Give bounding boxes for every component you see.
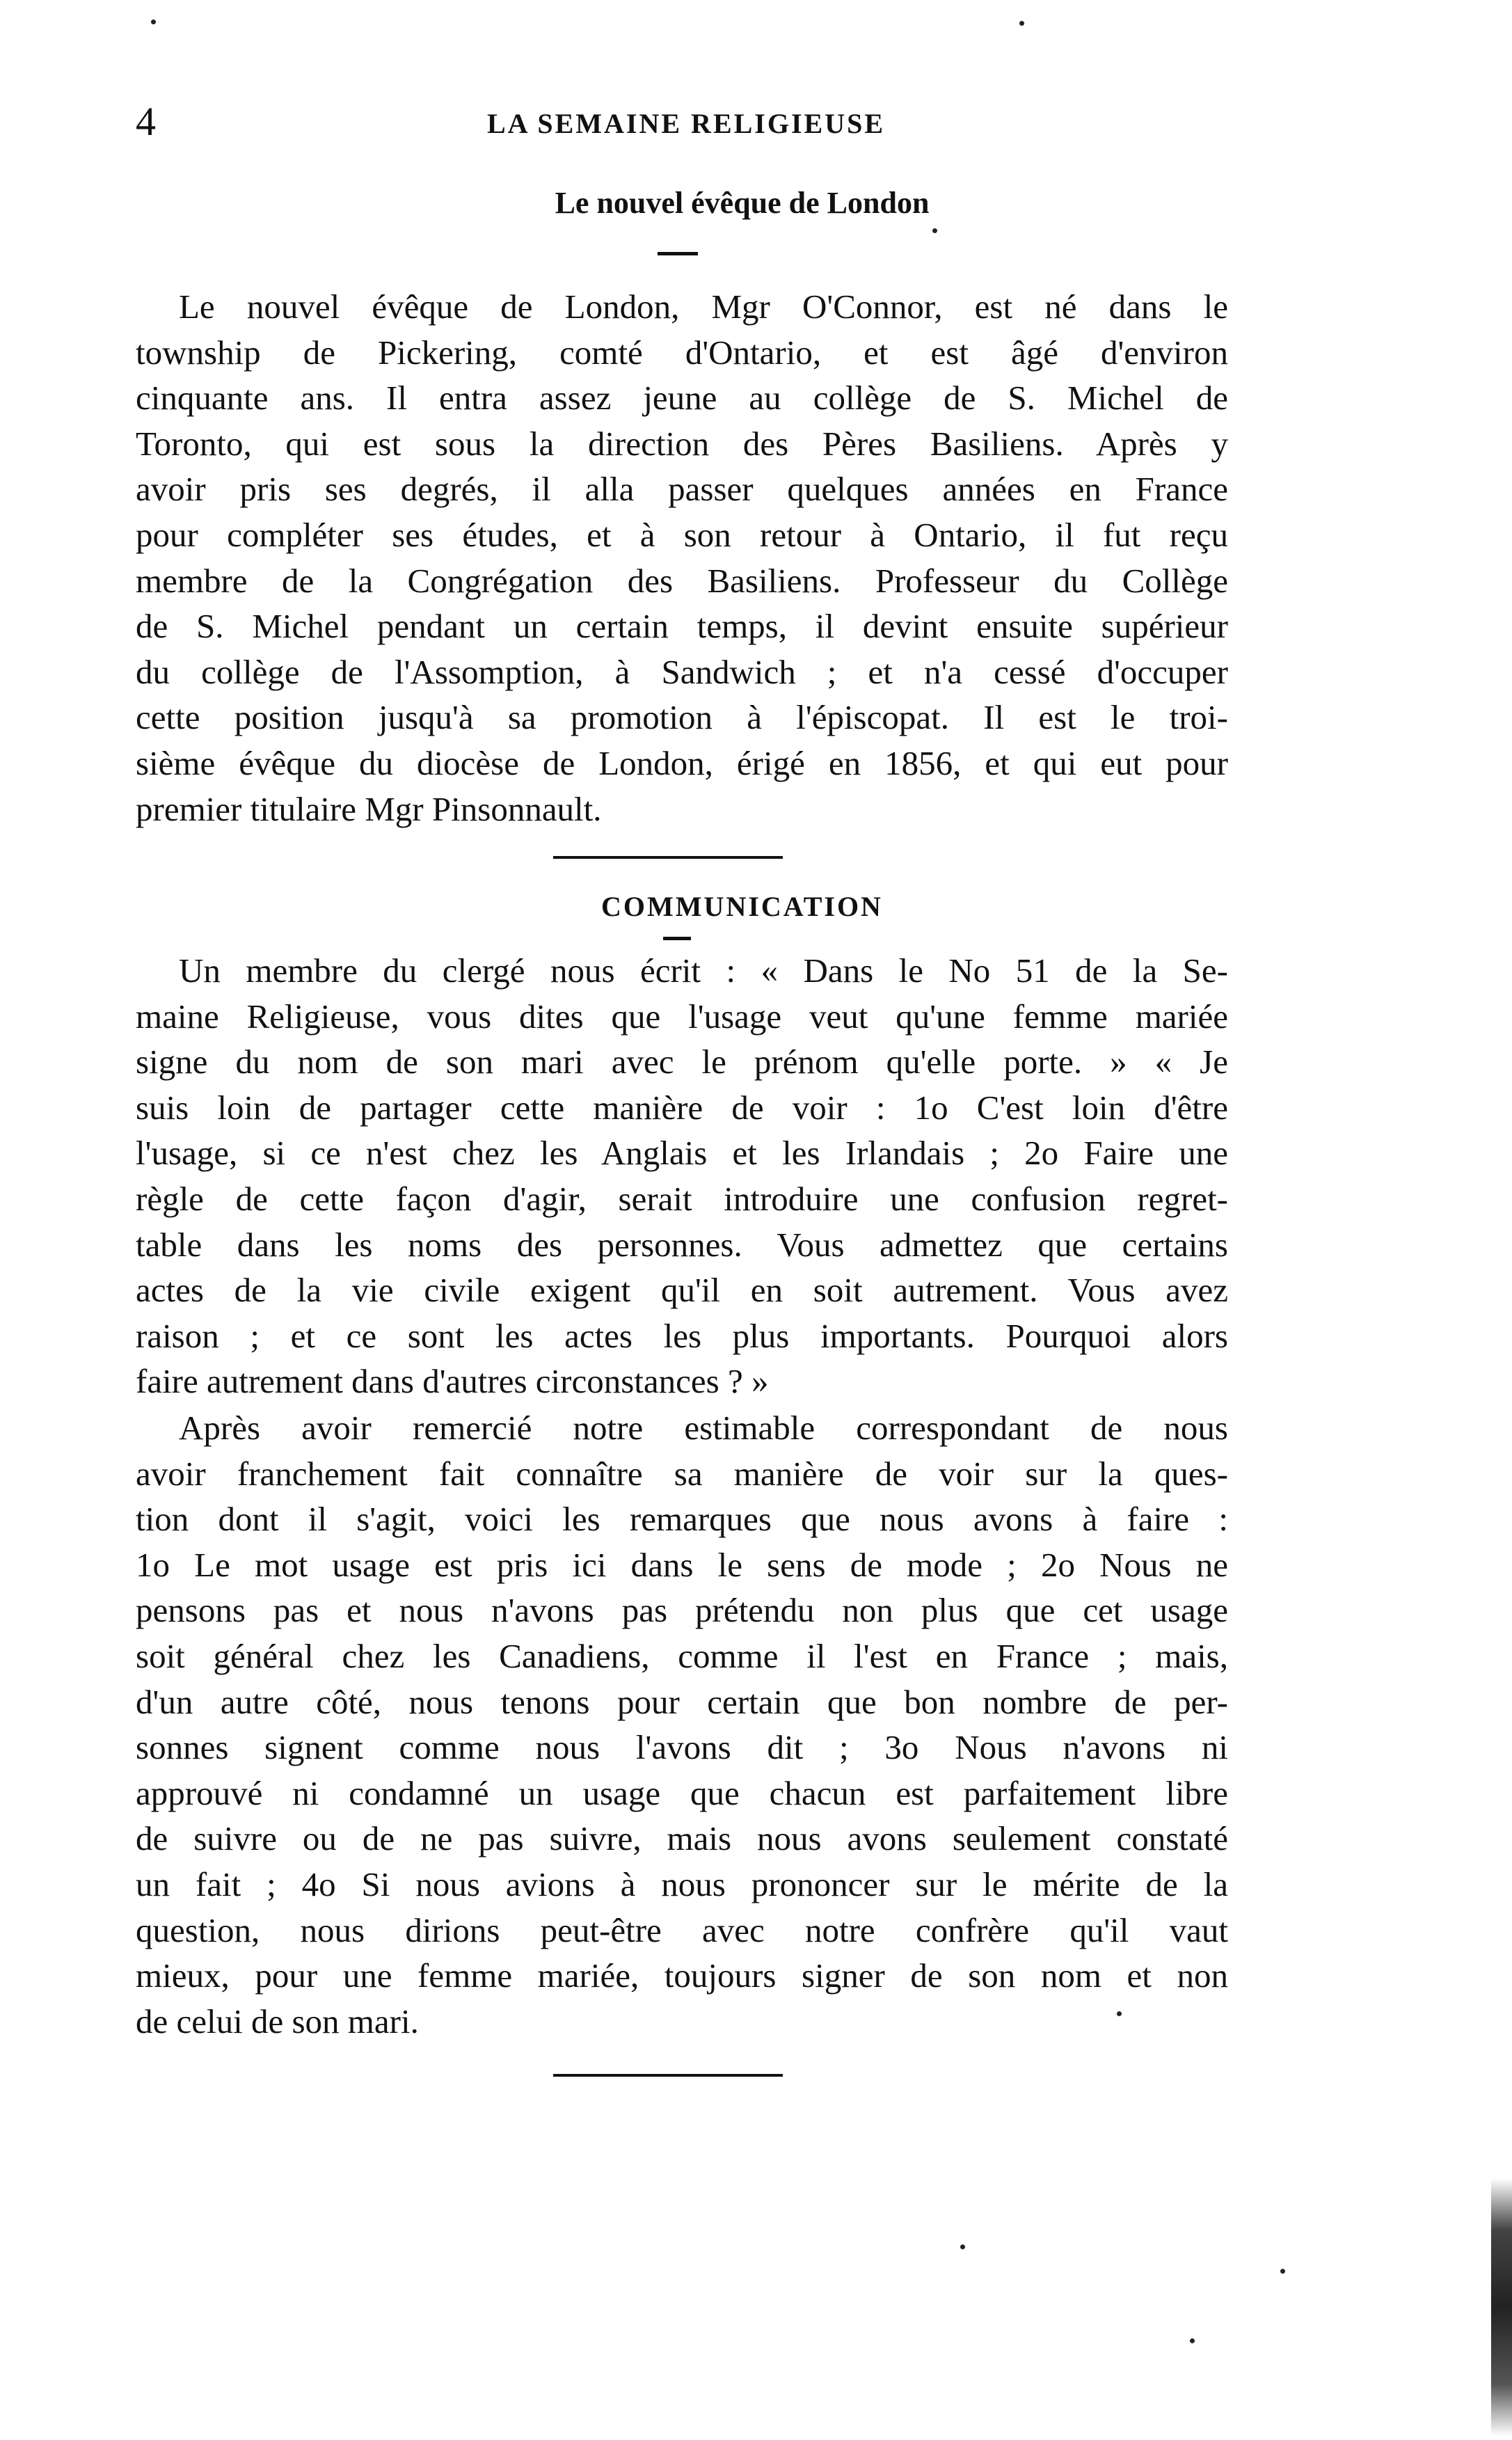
text-line: soit général chez les Canadiens, comme il l'est en France ; mais, [136, 1636, 1228, 1675]
text-line: mieux, pour une femme mariée, toujours signer de son nom et non [136, 1956, 1228, 1995]
text-line: d'un autre côté, nous tenons pour certain que bon nombre de per- [136, 1682, 1228, 1721]
text-line: suis loin de partager cette manière de voir : 1o C'est loin d'être [136, 1088, 1228, 1127]
scan-speck [151, 19, 156, 24]
text-line: avoir pris ses degrés, il alla passer quelques années en France [136, 470, 1228, 509]
text-line: Le nouvel évêque de London, Mgr O'Connor, est né dans le [179, 287, 1228, 326]
scan-speck [932, 228, 937, 233]
scan-edge-mark [1491, 2178, 1512, 2436]
text-line: cette position jusqu'à sa promotion à l'épiscopat. Il est le troi- [136, 698, 1228, 737]
scan-speck [1280, 2269, 1285, 2274]
scan-speck [1117, 2011, 1122, 2016]
text-line: pour compléter ses études, et à son retour à Ontario, il fut reçu [136, 515, 1228, 554]
running-title: LA SEMAINE RELIGIEUSE [487, 108, 886, 139]
text-line: de suivre ou de ne pas suivre, mais nous avons seulement constaté [136, 1819, 1228, 1858]
text-line: Après avoir remercié notre estimable correspondant de nous [179, 1409, 1228, 1447]
text-line: premier titulaire Mgr Pinsonnault. [136, 789, 602, 828]
text-line: signe du nom de son mari avec le prénom qu'elle porte. » « Je [136, 1043, 1228, 1082]
text-line: 1o Le mot usage est pris ici dans le sens de mode ; 2o Nous ne [136, 1545, 1228, 1584]
text-line: sième évêque du diocèse de London, érigé en 1856, et qui eut pour [136, 743, 1228, 782]
text-line: approuvé ni condamné un usage que chacun est parfaitement libre [136, 1773, 1228, 1812]
end-divider [553, 2074, 783, 2077]
text-line: l'usage, si ce n'est chez les Anglais et les Irlandais ; 2o Faire une [136, 1134, 1228, 1173]
text-line: sonnes signent comme nous l'avons dit ; 3o Nous n'avons ni [136, 1728, 1228, 1767]
letter-paragraph [136, 948, 1228, 1404]
title-dash [658, 252, 698, 255]
text-line: township de Pickering, comté d'Ontario, et est âgé d'environ [136, 333, 1228, 372]
text-line: pensons pas et nous n'avons pas prétendu non plus que cet usage [136, 1591, 1228, 1630]
text-line: raison ; et ce sont les actes les plus importants. Pourquoi alors [136, 1316, 1228, 1355]
section-title: COMMUNICATION [601, 891, 883, 922]
text-line: un fait ; 4o Si nous avions à nous prononcer sur le mérite de la [136, 1864, 1228, 1903]
scan-speck [1019, 21, 1024, 26]
text-line: de celui de son mari. [136, 2002, 419, 2041]
text-line: cinquante ans. Il entra assez jeune au collège de S. Michel de [136, 379, 1228, 418]
reply-paragraph [136, 1405, 1228, 2044]
article-body [136, 284, 1228, 832]
text-line: table dans les noms des personnes. Vous admettez que certains [136, 1225, 1228, 1264]
text-line: faire autrement dans d'autres circonstances ? » [136, 1362, 769, 1401]
text-line: membre de la Congrégation des Basiliens. Professeur du Collège [136, 561, 1228, 600]
text-line: avoir franchement fait connaître sa manière de voir sur la ques- [136, 1454, 1228, 1493]
text-line: de S. Michel pendant un certain temps, il devint ensuite supérieur [136, 607, 1228, 646]
title-dash [663, 937, 691, 940]
page-number: 4 [136, 99, 156, 144]
text-line: tion dont il s'agit, voici les remarques que nous avons à faire : [136, 1500, 1228, 1539]
scan-speck [1190, 2338, 1195, 2343]
text-line: règle de cette façon d'agir, serait introduire une confusion regret- [136, 1179, 1228, 1218]
text-line: maine Religieuse, vous dites que l'usage veut qu'une femme mariée [136, 997, 1228, 1036]
article-title: Le nouvel évêque de London [555, 186, 930, 220]
text-line: du collège de l'Assomption, à Sandwich ; et n'a cessé d'occuper [136, 652, 1228, 691]
text-line: question, nous dirions peut-être avec notre confrère qu'il vaut [136, 1910, 1228, 1949]
text-line: actes de la vie civile exigent qu'il en soit autrement. Vous avez [136, 1271, 1228, 1310]
scan-speck [960, 2244, 965, 2249]
section-divider [553, 856, 783, 859]
text-line: Un membre du clergé nous écrit : « Dans le No 51 de la Se- [179, 951, 1228, 990]
text-line: Toronto, qui est sous la direction des Pères Basiliens. Après y [136, 424, 1228, 463]
